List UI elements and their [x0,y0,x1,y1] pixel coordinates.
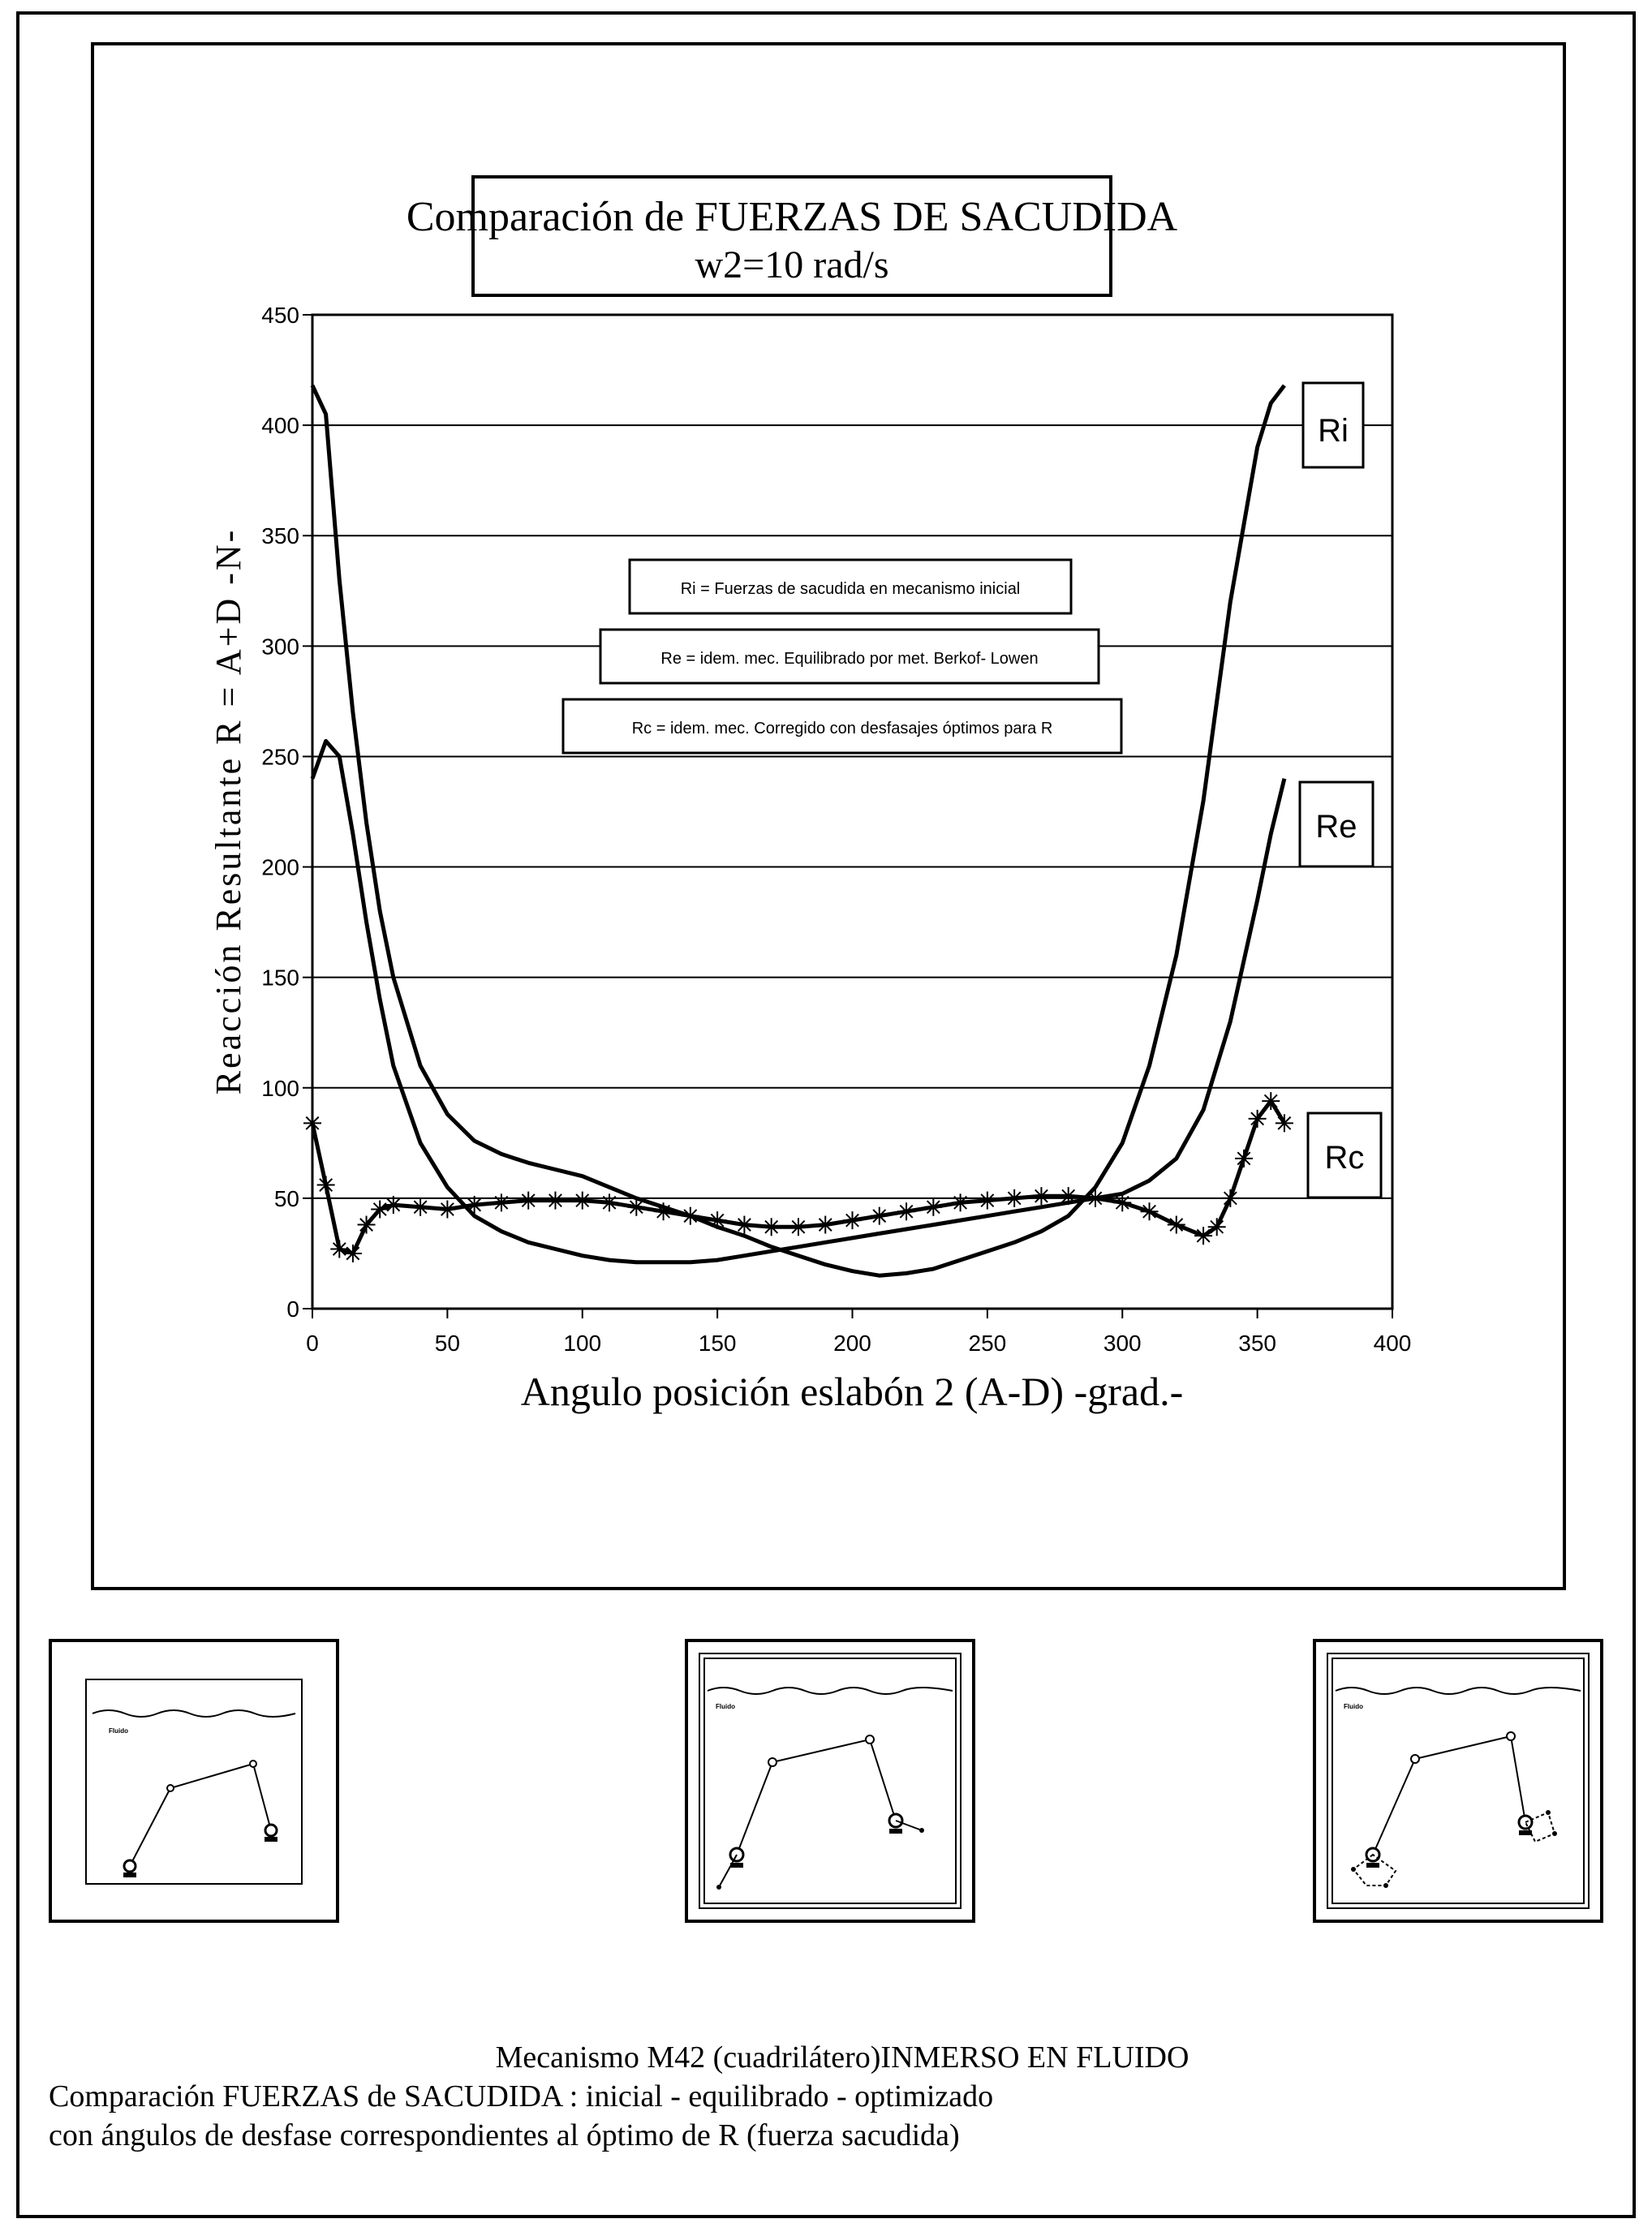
series-point-rc [1208,1218,1226,1236]
series-point-rc [979,1192,996,1210]
series-point-rc [952,1193,970,1211]
series-point-rc [924,1198,942,1216]
series-point-rc [1032,1187,1050,1205]
series-point-rc [708,1211,726,1229]
series-point-rc [735,1216,753,1234]
x-tick-label: 50 [434,1331,460,1356]
series-point-rc [763,1218,781,1236]
y-tick-label: 100 [261,1075,299,1101]
series-point-rc [655,1202,673,1220]
series-point-rc [897,1202,915,1220]
series-point-rc [1249,1110,1267,1128]
y-tick-label: 350 [261,523,299,549]
y-tick-labels [261,303,312,1322]
chart-title: Comparación de FUERZAS DE SACUDIDA [406,194,1178,240]
series-point-rc [1141,1202,1159,1220]
caption-line-2: Comparación FUERZAS de SACUDIDA : inicial - equilibrado - optimizado [49,2079,994,2113]
x-tick-labels [306,1309,1411,1356]
x-tick-label: 250 [968,1331,1007,1356]
series-point-rc [330,1241,348,1258]
series-point-rc [317,1176,335,1194]
series-point-rc [1060,1187,1078,1205]
tag-ri: Ri [1318,413,1349,449]
series-point-rc [600,1193,618,1211]
series-point-rc [1086,1189,1104,1207]
x-tick-label: 400 [1373,1331,1412,1356]
mechanism-initial-image [52,1642,336,1920]
x-tick-label: 300 [1103,1331,1142,1356]
y-tick-label: 450 [261,303,299,328]
series-point-rc [1235,1150,1253,1167]
y-tick-label: 50 [273,1185,299,1211]
thumbnail-optimized [1313,1639,1603,1923]
series-point-rc [1262,1092,1280,1110]
y-axis-label: Reacción Resultante R = A+D -N- [209,527,248,1095]
svg-text:Fluido: Fluido [716,1703,735,1710]
x-tick-label: 200 [833,1331,871,1356]
series-point-rc [1168,1216,1185,1234]
svg-text:Fluido: Fluido [1344,1703,1363,1710]
tag-rc: Rc [1324,1140,1365,1176]
legend-ri: Ri = Fuerzas de sacudida en mecanismo inicial [680,580,1021,598]
svg-text:Fluido: Fluido [109,1727,128,1735]
series-point-rc [1221,1189,1239,1207]
series-point-rc [1194,1227,1212,1245]
y-tick-label: 150 [261,965,299,991]
series-point-rc [816,1216,834,1234]
tag-re: Re [1315,809,1357,845]
series-point-rc [844,1211,862,1229]
series-point-rc [303,1114,321,1132]
series-point-rc [546,1192,564,1210]
y-tick-label: 0 [286,1296,299,1322]
x-axis-label: Angulo posición eslabón 2 (A-D) -grad.- [520,1369,1184,1414]
y-tick-label: 400 [261,413,299,439]
y-tick-label: 200 [261,854,299,880]
series-point-rc [1005,1189,1023,1207]
y-tick-label: 250 [261,744,299,770]
series-line-ri [312,385,1284,1275]
series-point-rc [871,1207,888,1225]
x-tick-label: 0 [306,1331,319,1356]
x-tick-label: 100 [563,1331,602,1356]
chart-subtitle: w2=10 rad/s [695,243,889,286]
thumbnail-initial [49,1639,339,1923]
series-point-rc [371,1201,389,1219]
series-point-rc [789,1218,807,1236]
caption [0,2038,1652,2155]
mechanism-balanced-image [688,1642,972,1920]
series-point-rc [1113,1193,1131,1211]
thumbnail-balanced [685,1639,975,1923]
caption-line-1: Mecanismo M42 (cuadrilátero)INMERSO EN FLUIDO [495,2040,1190,2075]
series-point-rc [493,1193,510,1211]
series-point-rc [344,1245,362,1262]
series-point-rc [358,1216,376,1234]
legend-re: Re = idem. mec. Equilibrado por met. Berkof- Lowen [660,650,1039,668]
series-point-rc [682,1207,699,1225]
caption-line-3: con ángulos de desfase correspondientes al óptimo de R (fuerza sacudida) [49,2118,960,2152]
grid-lines [312,425,1392,1198]
series-point-rc [519,1192,537,1210]
plot-frame [312,315,1392,1309]
legend-rc: Rc = idem. mec. Corregido con desfasajes óptimos para R [631,720,1053,737]
series-point-rc [574,1192,592,1210]
legend [563,560,1121,753]
series-group [303,385,1293,1275]
x-tick-label: 350 [1238,1331,1276,1356]
series-line-re [312,741,1284,1262]
series-point-rc [627,1198,645,1216]
plot-area [261,303,1411,1356]
x-tick-label: 150 [698,1331,737,1356]
mechanism-optimized-image [1316,1642,1600,1920]
y-tick-label: 300 [261,634,299,660]
curve-tags [1300,383,1381,1198]
series-point-rc [1276,1114,1293,1132]
series-point-rc [411,1198,429,1216]
series-point-rc [438,1201,456,1219]
